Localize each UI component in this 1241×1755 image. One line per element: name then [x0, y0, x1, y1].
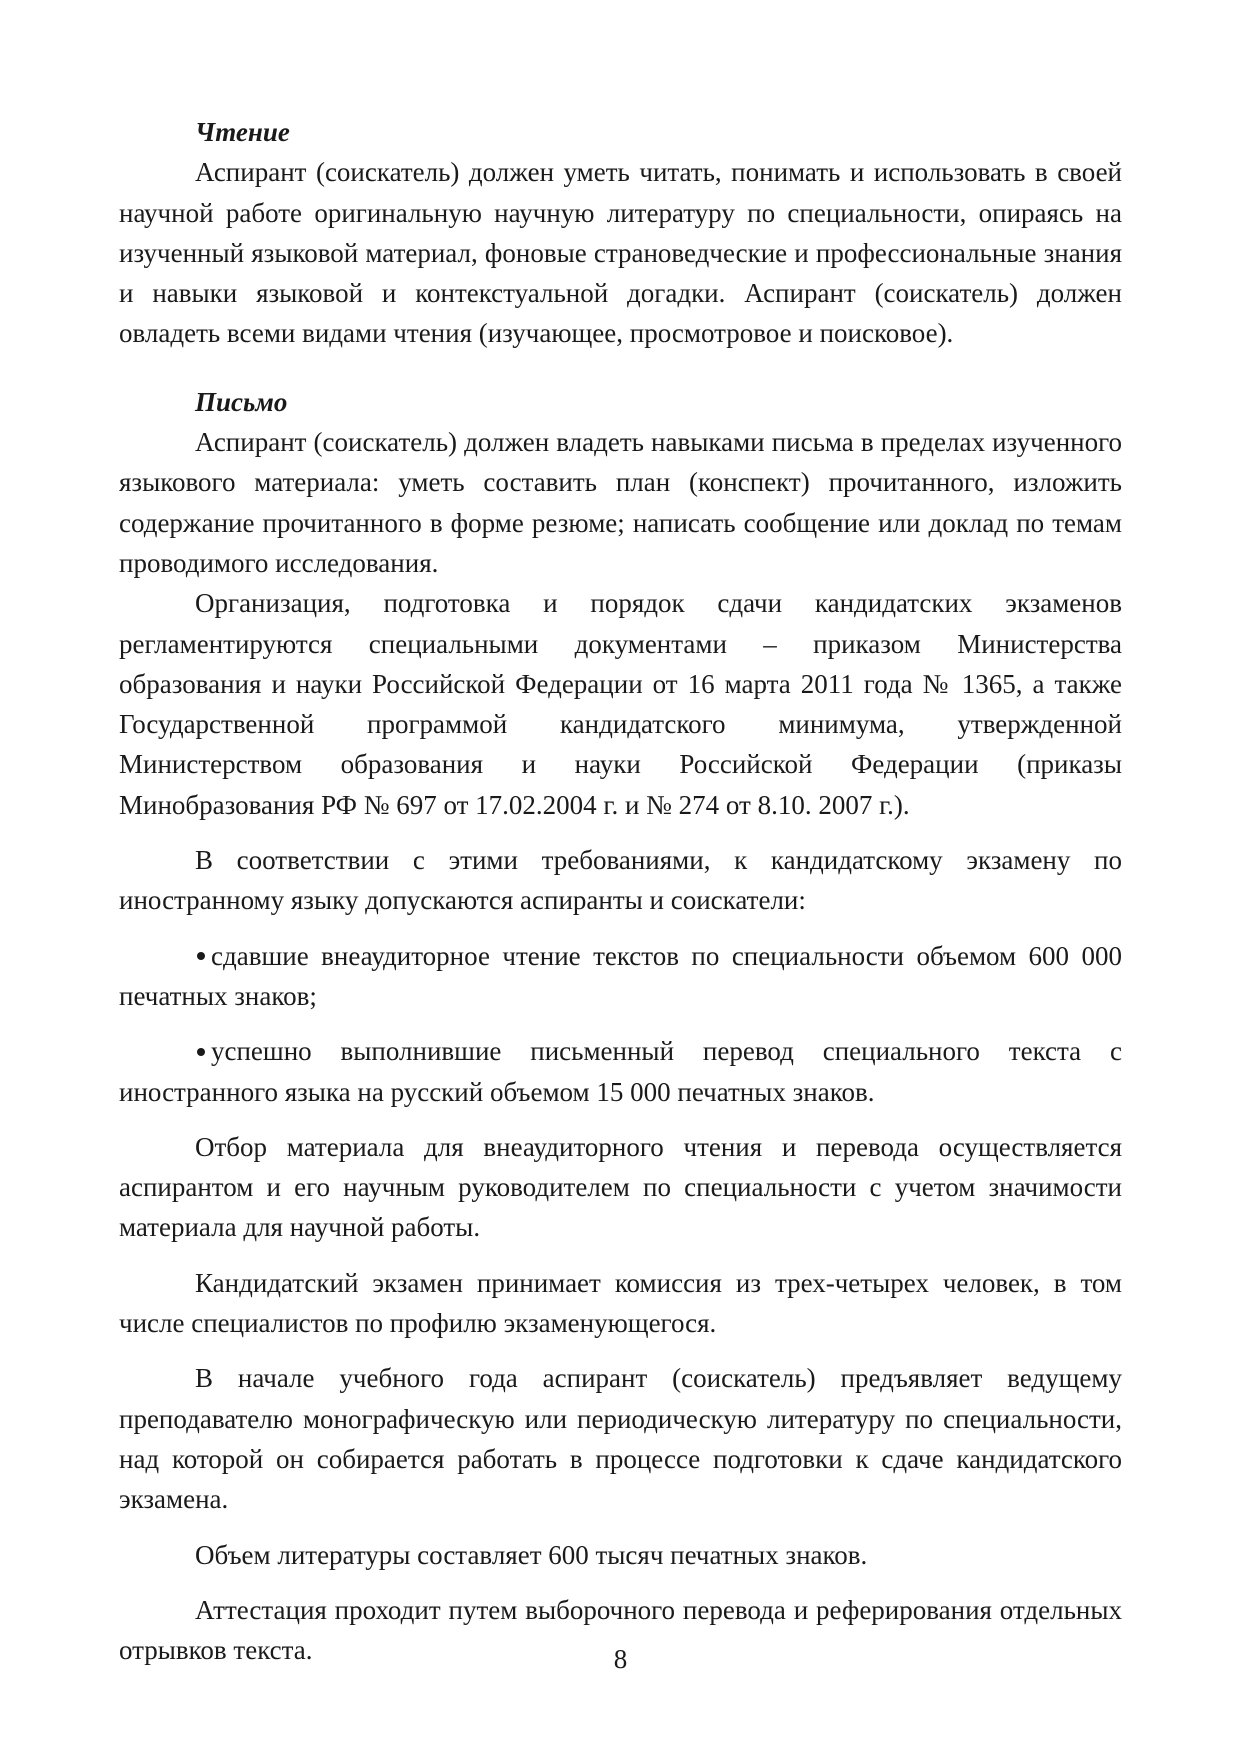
list-item	[119, 936, 1122, 1017]
section-gap	[119, 354, 1122, 382]
list-item-text: сдавшие внеаудиторное чтение текстов по специальности объемом 600 000 печатных знаков;	[119, 940, 1122, 1011]
paragraph-reading: Аспирант (соискатель) должен уметь читать, понимать и использовать в своей научной работе оригинальную научную литературу по специальности, опираясь на изученный языковой материал, фоновые страноведческие и профессиональные знания и навыки языковой и контекстуальной догадки. Аспирант (соискатель) должен овладеть всеми видами чтения (изучающее, просмотровое и поисковое).	[119, 157, 1122, 349]
section-heading-reading: Чтение	[195, 117, 290, 147]
bullet-icon	[197, 952, 205, 960]
paragraph-gap	[119, 1112, 1122, 1127]
paragraph-admission-intro: В соответствии с этими требованиями, к кандидатскому экзамену по иностранному языку допускаются аспиранты и соискатели:	[119, 845, 1122, 916]
paragraph-gap	[119, 1575, 1122, 1590]
bullet-icon	[197, 1048, 205, 1056]
paragraph-writing: Аспирант (соискатель) должен владеть навыками письма в пределах изученного языкового материала: уметь составить план (конспект) прочитанного, изложить содержание прочитанного в форме резюме; написать сообщение или доклад по темам проводимого исследования.	[119, 427, 1122, 578]
paragraph-gap	[119, 1520, 1122, 1535]
paragraph-selection: Отбор материала для внеаудиторного чтения и перевода осуществляется аспирантом и его научным руководителем по специальности с учетом значимости материала для научной работы.	[119, 1131, 1122, 1243]
section-heading-writing: Письмо	[195, 386, 288, 417]
page-number: 8	[613, 1644, 628, 1674]
list-item	[119, 1031, 1122, 1112]
paragraph-organization: Организация, подготовка и порядок сдачи кандидатских экзаменов регламентируются специальными документами – приказом Министерства образования и науки Российской Федерации от 16 марта 2011 года № 1365, а также Государственной программой кандидатского минимума, утвержденной Министерством образования и науки Российской Федерации (приказы Минобразования РФ № 697 от 17.02.2004 г. и № 274 от 8.10. 2007 г.).	[119, 588, 1122, 820]
paragraph-gap	[119, 1016, 1122, 1031]
paragraph-gap	[119, 825, 1122, 840]
paragraph-attestation: Аттестация проходит путем выборочного перевода и реферирования отдельных отрывков текста.	[119, 1594, 1122, 1666]
document-page	[119, 112, 1122, 1670]
paragraph-gap	[119, 921, 1122, 936]
paragraph-literature: В начале учебного года аспирант (соискатель) предъявляет ведущему преподавателю монографическую или периодическую литературу по специальности, над которой он собирается работать в процессе подготовки к сдаче кандидатского экзамена.	[119, 1363, 1122, 1515]
paragraph-gap	[119, 1248, 1122, 1263]
list-item-text: успешно выполнившие письменный перевод специального текста с иностранного языка на русский объемом 15 000 печатных знаков.	[119, 1036, 1122, 1107]
paragraph-gap	[119, 1343, 1122, 1358]
paragraph-volume: Объем литературы составляет 600 тысяч печатных знаков.	[195, 1539, 868, 1570]
paragraph-commission: Кандидатский экзамен принимает комиссия из трех-четырех человек, в том числе специалистов по профилю экзаменующегося.	[119, 1267, 1122, 1339]
